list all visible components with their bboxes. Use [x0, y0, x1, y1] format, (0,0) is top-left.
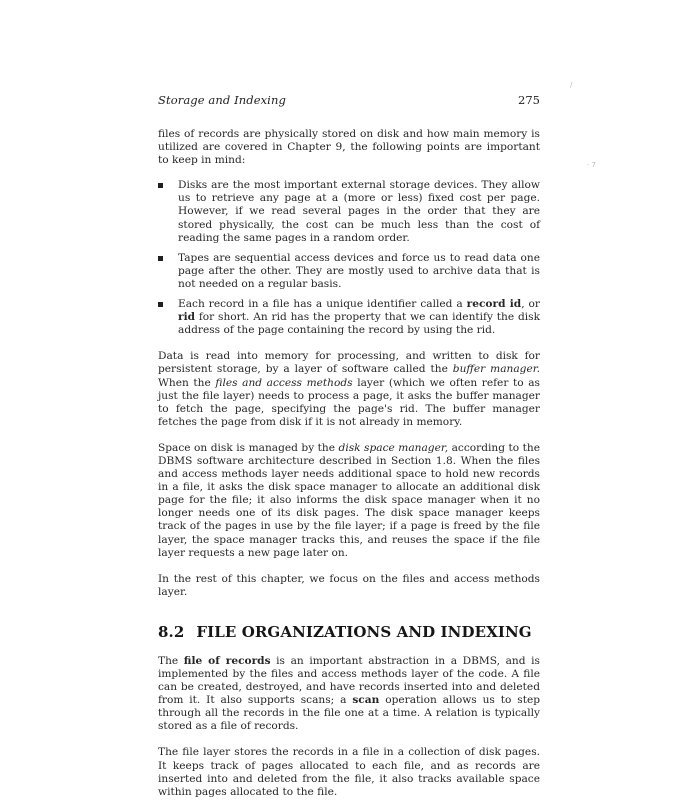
record-id-term: record id [466, 298, 522, 311]
page-number: 275 [518, 93, 540, 107]
section-heading [158, 623, 540, 641]
bullet-record-id-before: Each record in a file has a unique identifier called a [178, 298, 467, 311]
bullet-disks [158, 179, 540, 244]
running-head: Storage and Indexing [158, 93, 286, 107]
buffer-manager-paragraph [158, 350, 540, 429]
file-records-paragraph-text: operation allows us to step through all the records in the file one at a time. A relation is typically stored as a file of records. [158, 694, 540, 733]
bullet-tapes [158, 252, 540, 291]
file-of-records-paragraph [158, 655, 540, 734]
buffer-paragraph-text: Data is read into memory for processing, and written to disk for persistent storage, by a layer of software called the [158, 350, 540, 376]
bullet-record-id-between: , or [521, 298, 540, 311]
disk-space-paragraph [158, 442, 540, 560]
intro-paragraph: files of records are physically stored on disk and how main memory is utilized are covered in Chapter 9, the following points are important to keep in mind: [158, 128, 540, 167]
file-records-paragraph-text: is an important abstraction in a DBMS, and is implemented by the files and access methods layer of the code. A file can be created, destroyed, and have records inserted into and deleted from it. It also supports scans; a [158, 654, 540, 707]
disk-space-paragraph-text: according to the DBMS software architecture described in Section 1.8. When the files and access methods layer needs additional space to hold new records in a file, it asks the disk space manager to allocate an additional disk page for the file; it also informs the disk space manager when it no longer needs one of its disk pages. The disk space manager keeps track of the pages in use by the file layer; if a page is freed by the file layer, the space manager tracks this, and reuses the space if the file layer requests a new page later on. [158, 441, 540, 559]
file-of-records-term: file of records [183, 654, 271, 667]
rid-term: rid [178, 311, 196, 324]
section-number: 8.2 [158, 622, 185, 641]
file-records-paragraph-text: The [158, 654, 184, 667]
bullet-record-id-after: for short. An rid has the property that we can identify the disk address of the page containing the record by using the rid. [178, 311, 540, 337]
bullet-record-id [158, 298, 540, 337]
scan-artifact-mark: · 7 [587, 161, 596, 169]
bullet-marker [158, 256, 163, 261]
bullet-disks-text: Disks are the most important external storage devices. They allow us to retrieve any page at a (more or less) fixed cost per page. However, if we read several pages in the order that they are stored physically, the cost can be much less than the cost of reading the same pages in a random order. [178, 179, 540, 244]
bullet-marker [158, 302, 163, 307]
bullet-marker [158, 183, 163, 188]
scan-term: scan [352, 694, 380, 707]
chapter-focus-paragraph: In the rest of this chapter, we focus on the files and access methods layer. [158, 572, 540, 598]
page-header [158, 93, 540, 111]
files-access-methods-term: files and access methods [215, 376, 353, 389]
disk-space-paragraph-text: Space on disk is managed by the [158, 441, 339, 454]
buffer-paragraph-text: When the [158, 376, 216, 389]
file-layer-paragraph: The file layer stores the records in a file in a collection of disk pages. It keeps track of pages allocated to each file, and as records are inserted into and deleted from the file, it also tracks available space within pages allocated to the file. [158, 746, 540, 798]
buffer-paragraph-text: layer (which we often refer to as just the file layer) needs to process a page, it asks the buffer manager to fetch the page, specifying the page's rid. The buffer manager fetches the page from disk if it is not already in memory. [158, 376, 540, 428]
scan-artifact-mark: / [570, 81, 573, 89]
disk-space-manager-term: disk space manager, [338, 441, 449, 454]
storage-bullet-list [158, 179, 540, 337]
buffer-manager-term: buffer manager. [452, 363, 540, 376]
bullet-tapes-text: Tapes are sequential access devices and force us to read data one page after the other. They are mostly used to archive data that is not needed on a regular basis. [178, 251, 540, 290]
section-title: FILE ORGANIZATIONS AND INDEXING [196, 622, 532, 641]
page-body [158, 128, 540, 812]
